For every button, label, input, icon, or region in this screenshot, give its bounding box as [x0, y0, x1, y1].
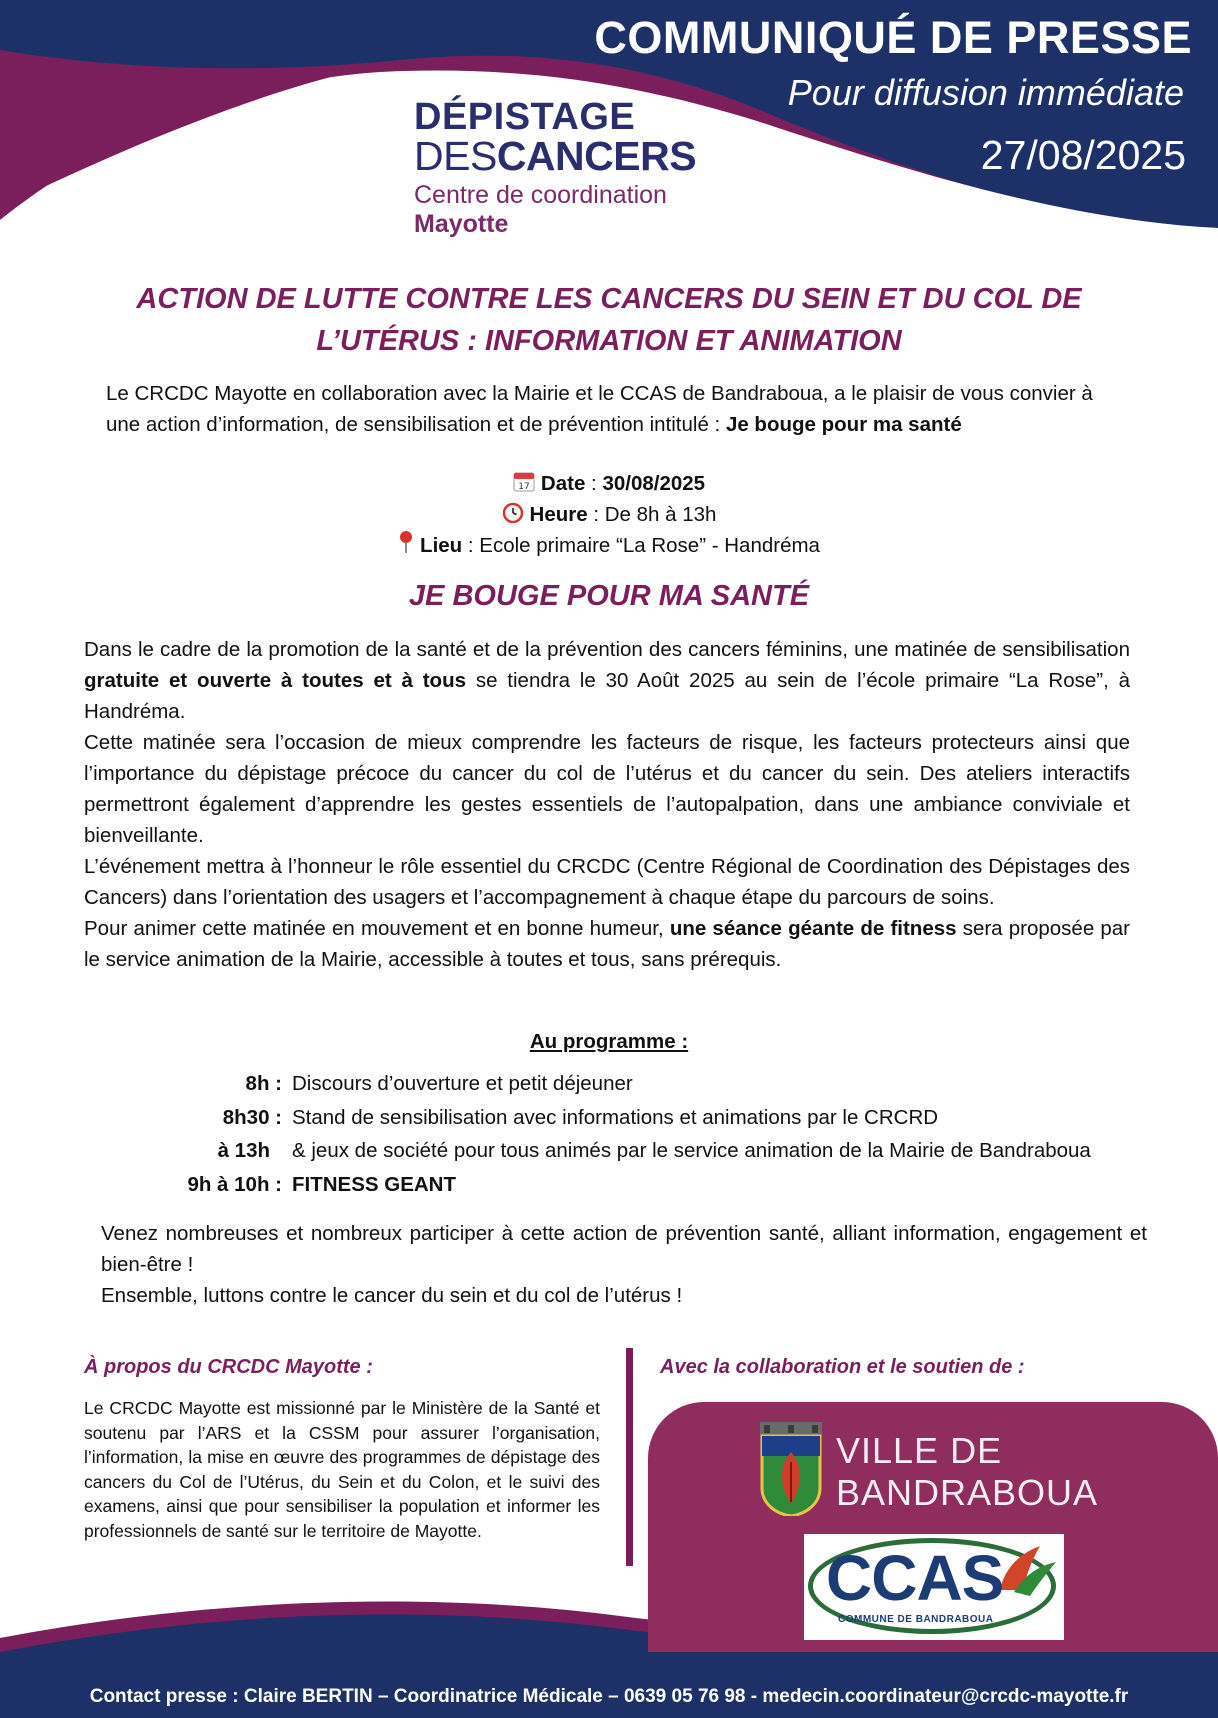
body-p1-bold: gratuite et ouverte à toutes et à tous: [84, 669, 466, 692]
logo-line-2a: DES: [414, 133, 497, 179]
program-time: 8h30 :: [222, 1106, 282, 1129]
program-time: 8h :: [245, 1072, 282, 1095]
column-divider: [626, 1348, 633, 1566]
svg-text:17: 17: [518, 482, 530, 492]
body-text: [84, 634, 1130, 975]
closing-text: [101, 1218, 1147, 1311]
logo-line-4: Mayotte: [414, 210, 509, 238]
body-p4-bold: une séance géante de fitness: [669, 917, 957, 940]
ccas-logo-subtitle: COMMUNE DE BANDRABOUA: [838, 1614, 994, 1625]
about-title: À propos du CRCDC Mayotte :: [84, 1356, 373, 1378]
logo-line-1: DÉPISTAGE: [414, 96, 636, 138]
place-label: Lieu: [420, 534, 463, 557]
date-label: Date: [540, 472, 586, 495]
crcdc-logo: [414, 98, 696, 237]
body-p4-a: Pour animer cette matinée en mouvement et en bonne humeur,: [84, 917, 670, 940]
time-label: Heure: [529, 503, 588, 526]
event-place: Lieu : Ecole primaire “La Rose” - Handréma: [0, 530, 1218, 563]
logo-line-2b: CANCERS: [496, 133, 697, 179]
program-desc: FITNESS GEANT: [292, 1173, 457, 1196]
about-text: Le CRCDC Mayotte est missionné par le Ministère de la Santé et soutenu par l’ARS et la CSSM pour assurer l’organisation, l’information, la mise en œuvre des programmes de dépistage des cancers du Col de l’Utérus, du Sein et du Colon, et le suivi des examens, ainsi que pour sensibiliser la population et informer les professionnels de santé sur le territoire de Mayotte.: [84, 1398, 600, 1541]
main-title: [60, 278, 1158, 362]
main-title-line-2: L’UTÉRUS : INFORMATION ET ANIMATION: [316, 325, 902, 357]
ville-de-bandraboua-logo: [836, 1430, 1098, 1514]
body-paragraph-4: [84, 913, 1130, 975]
intro-bold: Je bouge pour ma santé: [725, 413, 962, 436]
program-title: Au programme :: [529, 1030, 689, 1053]
place-value: Ecole primaire “La Rose” - Handréma: [479, 534, 820, 557]
program-time: 9h à 10h :: [187, 1173, 282, 1196]
logo-line-3: Centre de coordination: [414, 181, 667, 209]
body-paragraph-3: L’événement mettra à l’honneur le rôle essentiel du CRCDC (Centre Régional de Coordination des Dépistages des Cancers) dans l’orientation des usagers et l’accompagnement à chaque étape du parcours de soins.: [84, 855, 1130, 909]
press-release-subtitle: Pour diffusion immédiate: [787, 72, 1184, 113]
collab-title: Avec la collaboration et le soutien de :: [660, 1356, 1025, 1378]
intro-paragraph: [106, 378, 1108, 440]
bandraboua-crest-icon: [760, 1422, 822, 1516]
press-contact: Contact presse : Claire BERTIN – Coordinatrice Médicale – 0639 05 76 98 - medecin.coordinateur@crcdc-mayotte.fr: [89, 1686, 1129, 1707]
closing-paragraph-1: Venez nombreuses et nombreux participer à cette action de prévention santé, alliant information, engagement et bien-être !: [101, 1222, 1147, 1276]
date-value: 30/08/2025: [602, 472, 706, 495]
program-desc: Stand de sensibilisation avec informations et animations par le CRCRD: [292, 1106, 939, 1129]
body-p1-a: Dans le cadre de la promotion de la santé et de la prévention des cancers féminins, une matinée de sensibilisation: [84, 638, 1130, 661]
event-time: Heure : De 8h à 13h: [0, 499, 1218, 532]
time-value: De 8h à 13h: [604, 503, 717, 526]
ccas-logo-text: CCAS: [826, 1542, 1004, 1614]
main-title-line-1: ACTION DE LUTTE CONTRE LES CANCERS DU SEIN ET DU COL DE: [136, 283, 1082, 315]
slogan: JE BOUGE POUR MA SANTÉ: [408, 580, 810, 612]
body-paragraph-1: [84, 634, 1130, 727]
alarm-clock-icon: [502, 501, 524, 532]
closing-paragraph-2: Ensemble, luttons contre le cancer du sein et du col de l’utérus !: [101, 1284, 683, 1307]
ville-line-1: VILLE DE: [836, 1430, 1003, 1471]
program-desc: & jeux de société pour tous animés par le service animation de la Mairie de Bandraboua: [292, 1139, 1091, 1162]
logo-line-2: [414, 133, 697, 179]
calendar-icon: [513, 470, 535, 501]
body-p4-b: sera proposée par le service animation de la Mairie, accessible à toutes et tous, sans prérequis.: [84, 917, 1131, 971]
ville-line-2: BANDRABOUA: [836, 1472, 1099, 1513]
intro-text: Le CRCDC Mayotte en collaboration avec la Mairie et le CCAS de Bandraboua, a le plaisir de vous convier à une action d’information, de sensibilisation et de prévention intitulé :: [106, 382, 1093, 436]
press-release-title: COMMUNIQUÉ DE PRESSE: [594, 12, 1192, 63]
program-time: à 13h: [217, 1139, 270, 1162]
body-paragraph-2: Cette matinée sera l’occasion de mieux comprendre les facteurs de risque, les facteurs protecteurs ainsi que l’importance du dépistage précoce du cancer du col de l’utérus et du cancer du sein. Des ateliers interactifs permettront également d’apprendre les gestes essentiels de l’autopalpation, dans une ambiance conviviale et bienveillante.: [84, 731, 1130, 847]
map-pin-icon: [398, 530, 414, 563]
press-release-date: 27/08/2025: [980, 132, 1186, 178]
program-desc: Discours d’ouverture et petit déjeuner: [292, 1072, 633, 1095]
body-p1-b: se tiendra le 30 Août 2025 au sein de l’école primaire “La Rose”, à Handréma.: [84, 669, 1130, 723]
event-date: 17 Date : 30/08/2025: [0, 468, 1218, 501]
